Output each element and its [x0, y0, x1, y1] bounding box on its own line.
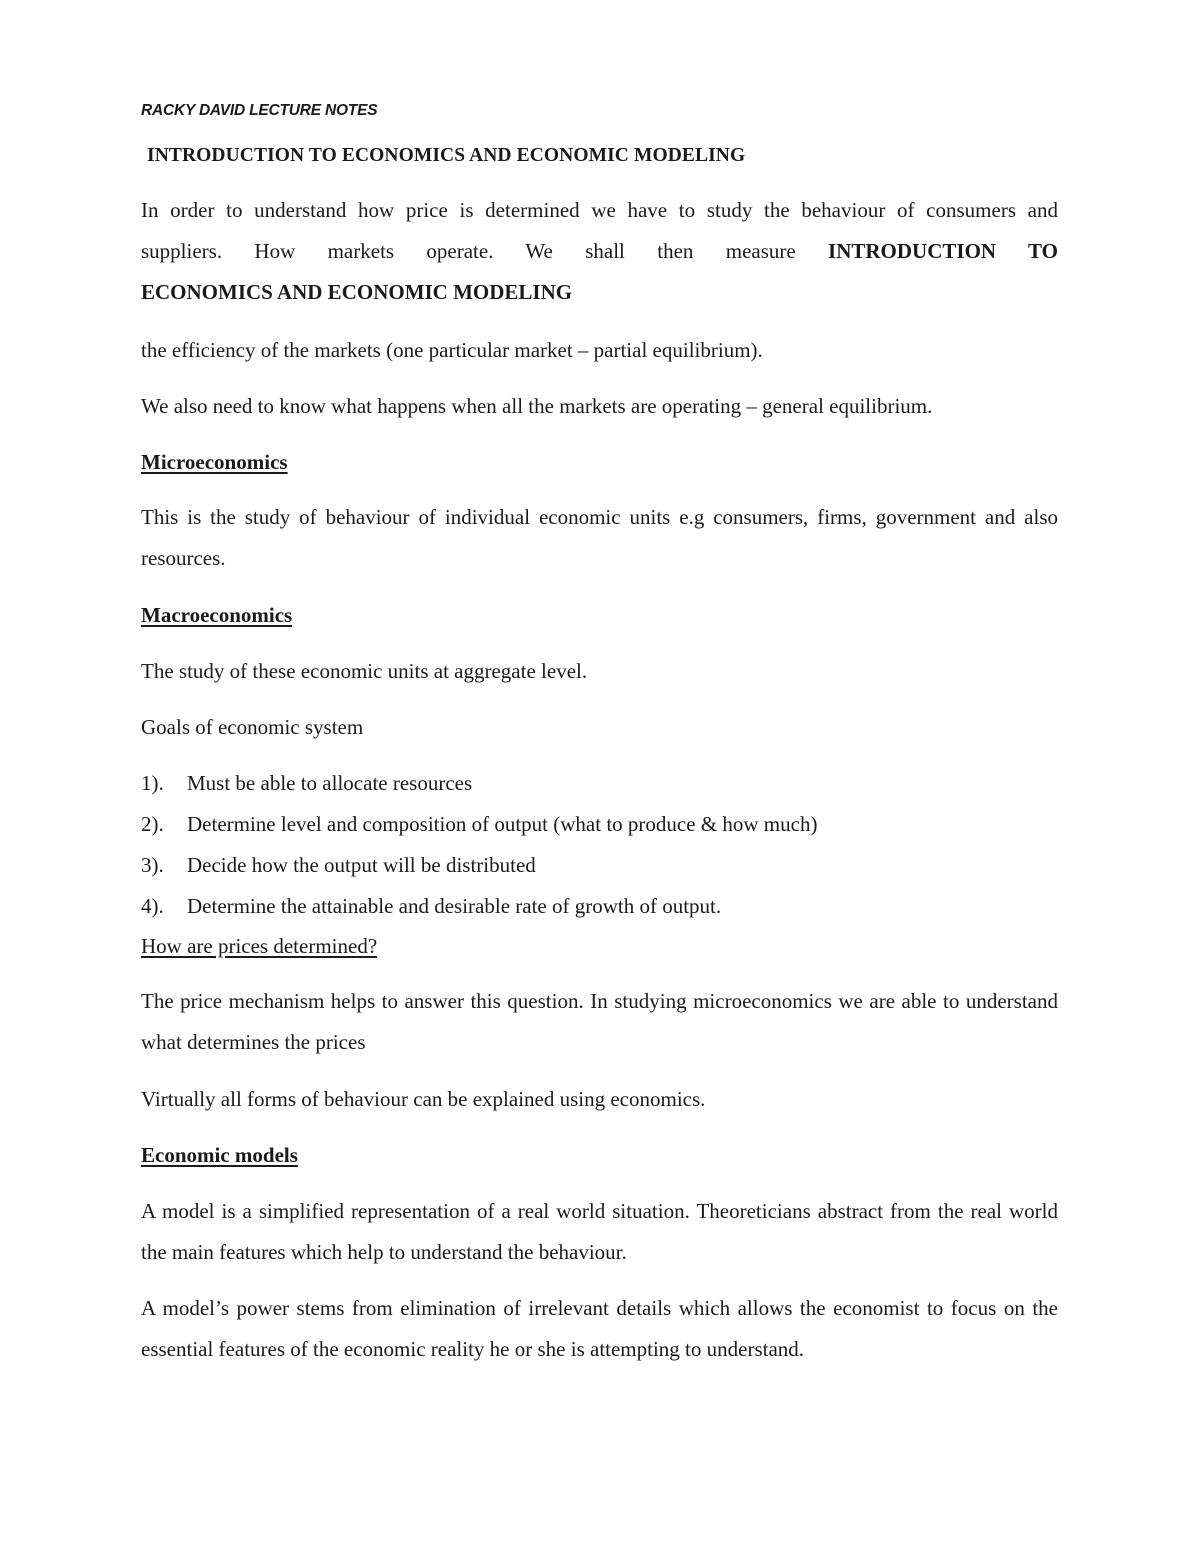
list-item-text: Determine the attainable and desirable rate of growth of output. — [187, 894, 722, 918]
efficiency-paragraph: the efficiency of the markets (one particular market – partial equilibrium). — [141, 338, 763, 362]
list-item-number: 1). — [141, 771, 164, 795]
list-item-number: 3). — [141, 853, 164, 877]
intro-inline-title-1: INTRODUCTION TO — [828, 239, 1058, 263]
list-item-text: Must be able to allocate resources — [187, 771, 473, 795]
intro-line-2-text: suppliers. How markets operate. We shall then measure — [141, 239, 796, 263]
general-equilibrium-paragraph: We also need to know what happens when all the markets are operating – general equilibrium. — [141, 394, 933, 418]
prices-text: The price mechanism helps to answer this question. In studying microeconomics we are able to understand what determines the prices — [141, 989, 1058, 1054]
goals-heading: Goals of economic system — [141, 715, 364, 739]
document-title: INTRODUCTION TO ECONOMICS AND ECONOMIC MODELING — [147, 145, 746, 166]
intro-line-2 — [141, 231, 1058, 272]
intro-paragraph — [141, 190, 1058, 313]
goals-list — [141, 763, 1058, 927]
header-note: RACKY DAVID LECTURE NOTES — [141, 102, 378, 119]
list-item — [141, 886, 1058, 927]
prices-question: How are prices determined? — [141, 934, 378, 958]
microeconomics-text: This is the study of behaviour of individual economic units e.g consumers, firms, government and also resources. — [141, 505, 1058, 570]
models-paragraph-1: A model is a simplified representation of a real world situation. Theoreticians abstract from the real world the main features which help to understand the behaviour. — [141, 1199, 1058, 1264]
list-item — [141, 763, 1058, 804]
list-item-text: Decide how the output will be distributed — [187, 853, 536, 877]
economic-models-heading: Economic models — [141, 1143, 298, 1167]
list-item-text: Determine level and composition of output (what to produce & how much) — [187, 812, 818, 836]
list-item — [141, 845, 1058, 886]
macroeconomics-heading: Macroeconomics — [141, 603, 293, 627]
intro-line-1: In order to understand how price is determined we have to study the behaviour of consumers and — [141, 198, 1058, 222]
intro-inline-title-2: ECONOMICS AND ECONOMIC MODELING — [141, 280, 573, 304]
macroeconomics-text: The study of these economic units at aggregate level. — [141, 659, 588, 683]
behaviour-text: Virtually all forms of behaviour can be explained using economics. — [141, 1087, 706, 1111]
models-paragraph-2: A model’s power stems from elimination of irrelevant details which allows the economist to focus on the essential features of the economic reality he or she is attempting to understand. — [141, 1296, 1058, 1361]
microeconomics-heading: Microeconomics — [141, 450, 288, 474]
list-item — [141, 804, 1058, 845]
list-item-number: 4). — [141, 894, 164, 918]
list-item-number: 2). — [141, 812, 164, 836]
